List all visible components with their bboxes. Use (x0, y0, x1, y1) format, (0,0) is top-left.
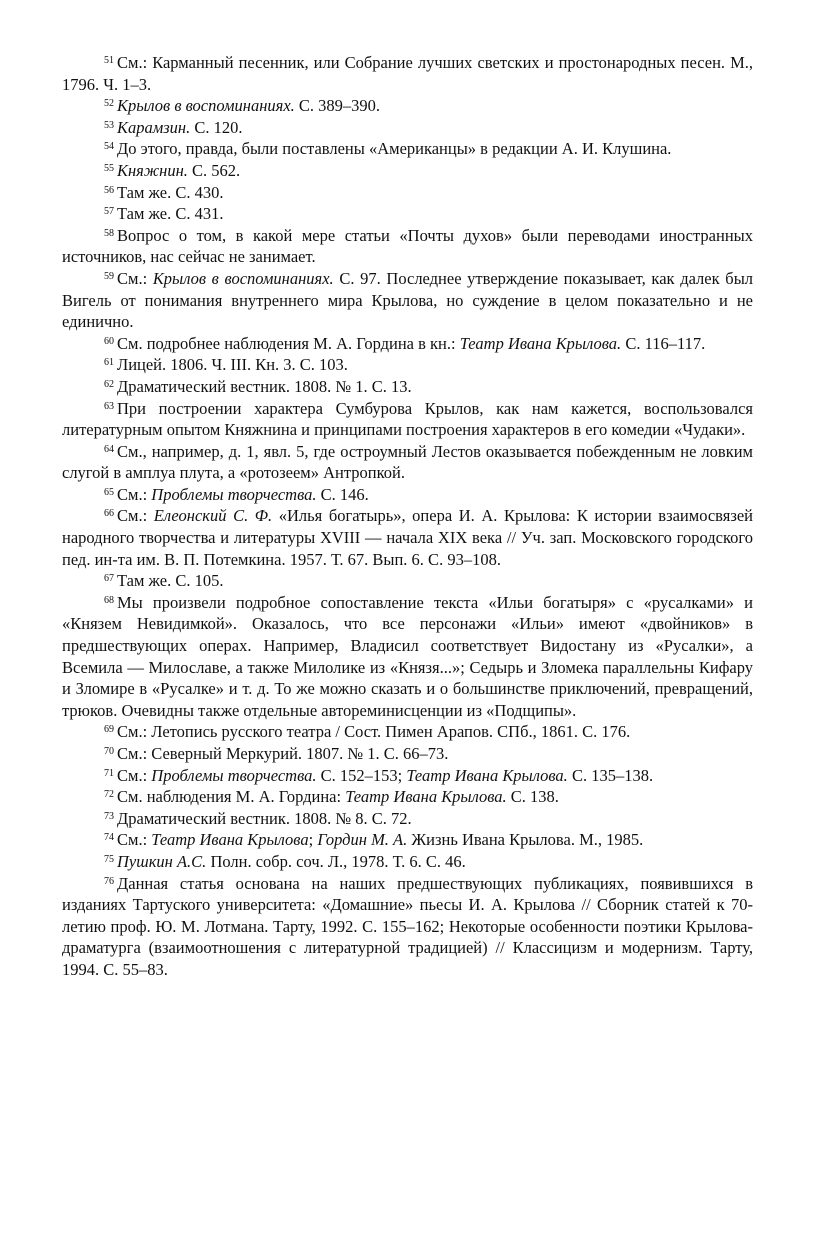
footnote-number: 72 (104, 789, 114, 801)
footnote-number: 76 (104, 875, 114, 887)
footnote-italic-title: Театр Ивана Крылова. (345, 787, 507, 807)
footnote-text-2: Жизнь Ивана Крылова. М., 1985. (407, 830, 644, 850)
footnote-prefix: См.: (117, 830, 152, 850)
footnote-number: 59 (104, 270, 114, 282)
footnote-text: Данная статья основана на наших предшествующих публикациях, появившихся в изданиях Тартуского университета: «Домашние» пьесы И. А. Крылова // Сборник статей к 70-летию проф. Ю. М. Лотмана. Тарту, 1992. С. 155–162; Некоторые особенности поэтики Крылова-драматурга (взаимоотношения с литературной традицией) // Классицизм и модернизм. Тарту, 1994. С. 55–83. (62, 873, 753, 979)
footnote-number: 54 (104, 141, 114, 153)
footnote-58 (62, 225, 753, 268)
footnote-prefix: См.: (117, 484, 152, 504)
footnote-55 (62, 160, 753, 182)
footnote-number: 75 (104, 853, 114, 865)
footnote-number: 71 (104, 767, 114, 779)
footnote-text: «Илья богатырь», опера И. А. Крылова: К истории взаимосвязей народного творчества и литературы XVIII — начала XIX века // Уч. зап. Московского городского пед. ин-та им. В. П. Потемкина. 1957. Т. 67. Вып. 6. С. 93–108. (62, 506, 754, 569)
footnote-text: См.: Летопись русского театра / Сост. Пимен Арапов. СПб., 1861. С. 176. (117, 722, 631, 742)
footnote-italic-author: Пушкин А.С. (117, 851, 207, 871)
footnote-text: Драматический вестник. 1808. № 1. С. 13. (117, 376, 412, 396)
footnote-italic-title: Проблемы творчества. (151, 484, 317, 504)
footnote-number: 62 (104, 378, 114, 390)
footnote-italic-author: Елеонский С. Ф. (153, 506, 273, 526)
footnote-number: 53 (104, 119, 114, 131)
footnote-text: Полн. собр. соч. Л., 1978. Т. 6. С. 46. (206, 851, 466, 871)
footnote-text: С. 146. (316, 484, 369, 504)
footnote-text: С. 120. (190, 117, 243, 137)
footnote-number: 67 (104, 573, 114, 585)
footnote-number: 60 (104, 335, 114, 347)
footnote-53 (62, 117, 753, 139)
footnote-number: 73 (104, 810, 114, 822)
footnote-number: 52 (104, 98, 114, 110)
footnote-73 (62, 808, 753, 830)
footnote-69 (62, 721, 753, 743)
footnote-text: См.: Карманный песенник, или Собрание лучших светских и простонародных песен. М., 1796. Ч. 1–3. (62, 53, 753, 94)
footnote-text: См.: Северный Меркурий. 1807. № 1. С. 66–73. (117, 744, 449, 763)
footnote-text: С. 138. (506, 787, 559, 807)
footnote-number: 69 (104, 724, 114, 736)
footnote-number: 74 (104, 832, 114, 844)
footnote-text: С. 116–117. (621, 333, 706, 353)
footnote-54 (62, 138, 753, 160)
footnote-51 (62, 52, 753, 95)
footnote-text: До этого, правда, были поставлены «Американцы» в редакции А. И. Клушина. (117, 139, 672, 159)
footnote-number: 66 (104, 508, 114, 520)
footnote-number: 58 (104, 227, 114, 239)
footnote-italic-title: Театр Ивана Крылова. (459, 333, 622, 353)
footnote-number: 55 (104, 162, 114, 174)
footnote-italic-title: Проблемы творчества. (151, 765, 317, 785)
footnote-60 (62, 333, 753, 355)
footnote-number: 57 (104, 206, 114, 218)
footnote-italic-title: Театр Ивана Крылова (151, 830, 309, 850)
footnote-text: С. 152–153; (316, 765, 407, 785)
footnote-text-2: С. 135–138. (567, 765, 654, 785)
footnote-text: С. 389–390. (294, 96, 381, 116)
footnote-75 (62, 851, 753, 873)
footnote-52 (62, 95, 753, 117)
footnote-prefix: См. наблюдения М. А. Гордина: (117, 787, 346, 807)
footnote-italic-author-2: Гордин М. А. (317, 830, 408, 850)
footnote-57 (62, 203, 753, 225)
footnote-67 (62, 570, 753, 592)
footnote-text: Лицей. 1806. Ч. III. Кн. 3. С. 103. (117, 355, 348, 375)
footnote-italic-title: Княжнин. (117, 160, 188, 180)
footnote-72 (62, 786, 753, 808)
footnote-59 (62, 268, 753, 333)
footnote-number: 65 (104, 486, 114, 498)
footnote-number: 51 (104, 55, 114, 66)
footnote-text: Там же. С. 431. (117, 204, 224, 224)
footnote-61 (62, 354, 753, 376)
footnote-text: Мы произвели подробное сопоставление текста «Ильи богатыря» с «русалками» и «Князем Невидимкой». Оказалось, что все персонажи «Ильи» имеют «двойников» в предшествующих операх. Например, Владисил соответствует Видостану из «Русалки», а Всемила — Милославе, а также Милолике из «Князя...»; Седырь и Зломека параллельны Кифару и Зломире в «Русалке» и т. д. То же можно сказать и о большинстве приключений, превращений, трюков. Очевидны также отдельные автореминисценции из «Подщипы». (62, 592, 753, 720)
footnote-prefix: См. подробнее наблюдения М. А. Гордина в кн.: (117, 333, 460, 353)
footnote-number: 61 (104, 357, 114, 369)
footnote-text: Там же. С. 430. (117, 182, 224, 202)
footnote-64 (62, 441, 753, 484)
footnote-text: С. 562. (187, 160, 241, 180)
footnote-70 (62, 743, 753, 765)
footnote-italic-title-2: Театр Ивана Крылова. (406, 765, 568, 785)
footnote-text: Там же. С. 105. (117, 571, 224, 591)
footnote-68 (62, 592, 753, 722)
footnote-italic-title: Карамзин. (117, 117, 191, 137)
footnote-number: 68 (104, 594, 114, 606)
footnote-62 (62, 376, 753, 398)
footnote-prefix: См.: (117, 506, 154, 526)
footnote-56 (62, 182, 753, 204)
footnote-prefix: См.: (117, 765, 152, 785)
footnote-text: При построении характера Сумбурова Крылов, как нам кажется, воспользовался литературным опытом Княжнина и принципами построения характеров в его комедии «Чудаки». (62, 398, 753, 440)
footnote-65 (62, 484, 753, 506)
footnote-italic-title: Крылов в воспоминаниях. (117, 96, 295, 116)
footnotes-list (62, 52, 753, 981)
footnote-71 (62, 765, 753, 787)
footnote-text: ; (308, 830, 318, 850)
footnote-74 (62, 829, 753, 851)
footnote-italic-title: Крылов в воспоминаниях. (152, 268, 334, 288)
footnote-text: С. 97. Последнее утверждение показывает, как далек был Вигель от понимания внутреннего мира Крылова, но суждение в целом показательно и не единично. (62, 268, 754, 332)
footnote-prefix: См.: (117, 268, 153, 288)
footnote-number: 63 (104, 400, 114, 412)
footnote-number: 56 (104, 184, 114, 196)
footnote-63 (62, 398, 753, 441)
footnote-text: Вопрос о том, в какой мере статьи «Почты духов» были переводами иностранных источников, нас сейчас не занимает. (62, 225, 753, 267)
footnote-number: 70 (104, 746, 114, 757)
footnote-text: См., например, д. 1, явл. 5, где остроумный Лестов оказывается побежденным не ловким слугой в амплуа плута, а «ротозеем» Антропкой. (62, 441, 753, 483)
footnote-76 (62, 873, 753, 981)
footnote-66 (62, 505, 753, 570)
footnote-text: Драматический вестник. 1808. № 8. С. 72. (117, 808, 412, 828)
footnote-number: 64 (104, 443, 114, 455)
